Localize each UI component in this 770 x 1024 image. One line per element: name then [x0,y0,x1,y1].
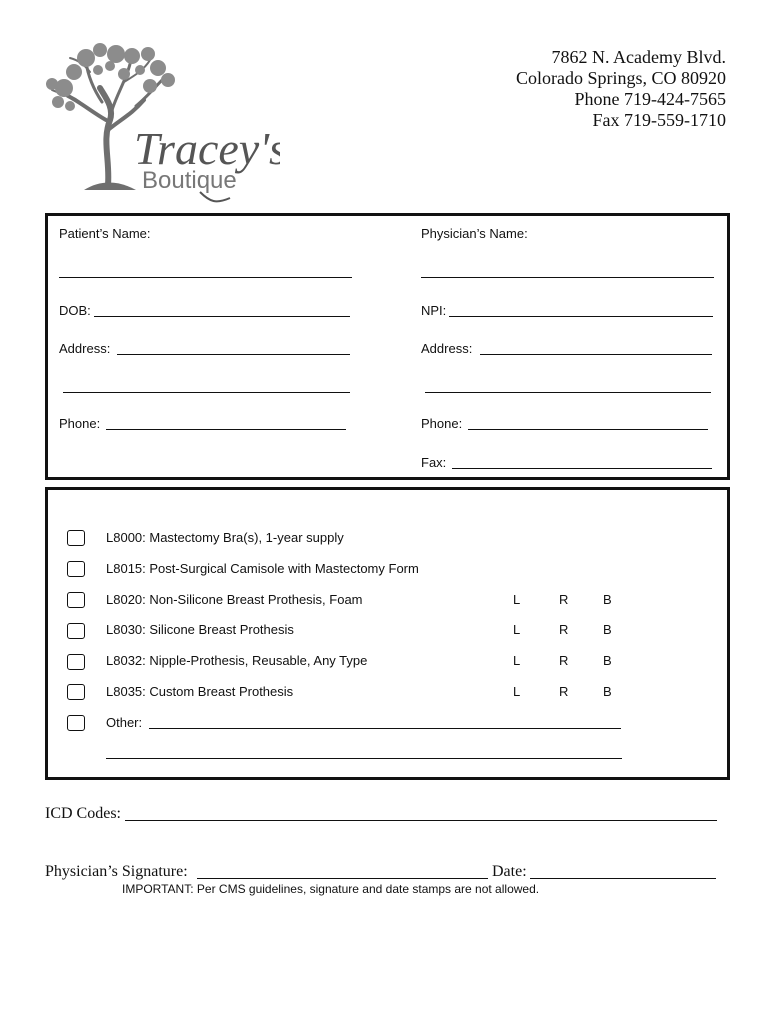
patient-name-label: Patient’s Name: [59,226,151,241]
checkbox-l8020[interactable] [67,592,85,608]
patient-phone-field[interactable] [106,429,346,430]
signature-date-field[interactable] [530,878,716,879]
patient-physician-section [45,213,730,480]
side-right-l8020[interactable]: R [559,592,569,607]
patient-dob-label: DOB: [59,303,91,318]
tree-logo-icon [40,40,280,210]
business-fax: Fax 719-559-1710 [592,110,726,130]
signature-date-label: Date: [492,863,527,880]
city-state-zip: Colorado Springs, CO 80920 [515,68,726,88]
physician-fax-label: Fax: [421,455,447,470]
other-label: Other: [106,715,143,730]
physician-npi-label: NPI: [421,303,447,318]
patient-name-field[interactable] [59,277,352,278]
side-left-l8032[interactable]: L [513,653,521,668]
physician-name-field[interactable] [421,277,714,278]
checkbox-l8032[interactable] [67,654,85,670]
code-label-l8035: L8035: Custom Breast Prothesis [106,684,294,699]
important-note: IMPORTANT: Per CMS guidelines, signature and date stamps are not allowed. [122,882,540,896]
patient-address-field-2[interactable] [63,392,350,393]
physician-signature-label: Physician’s Signature: [45,863,188,880]
side-right-l8032[interactable]: R [559,653,569,668]
checkbox-l8035[interactable] [67,684,85,700]
physician-phone-label: Phone: [421,416,463,431]
patient-address-label: Address: [59,341,111,356]
side-right-l8030[interactable]: R [559,622,569,637]
code-label-l8020: L8020: Non-Silicone Breast Prothesis, Foam [106,592,363,607]
side-left-l8030[interactable]: L [513,622,521,637]
physician-address-field[interactable] [480,354,712,355]
code-label-l8015: L8015: Post-Surgical Camisole with Mastectomy Form [106,561,419,576]
patient-phone-label: Phone: [59,416,101,431]
side-right-l8035[interactable]: R [559,684,569,699]
physician-fax-field[interactable] [452,468,712,469]
icd-codes-label: ICD Codes: [45,805,121,822]
physician-address-field-2[interactable] [425,392,711,393]
icd-codes-field[interactable] [125,820,717,821]
patient-dob-field[interactable] [94,316,350,317]
patient-address-field[interactable] [117,354,350,355]
side-left-l8020[interactable]: L [513,592,521,607]
logo-name-text: Tracey's [134,123,280,174]
business-address [516,47,726,131]
business-phone: Phone 719-424-7565 [574,89,726,109]
physician-name-label: Physician’s Name: [421,226,528,241]
other-field[interactable] [149,728,621,729]
side-both-l8020[interactable]: B [603,592,612,607]
side-left-l8035[interactable]: L [513,684,521,699]
other-field-2[interactable] [106,758,622,759]
physician-npi-field[interactable] [449,316,713,317]
code-label-l8000: L8000: Mastectomy Bra(s), 1-year supply [106,530,344,545]
company-logo [40,40,280,210]
physician-address-label: Address: [421,341,473,356]
physician-phone-field[interactable] [468,429,708,430]
logo-sub-text: Boutique [142,167,237,194]
checkbox-l8015[interactable] [67,561,85,577]
physician-signature-field[interactable] [197,878,488,879]
side-both-l8032[interactable]: B [603,653,612,668]
checkbox-other[interactable] [67,715,85,731]
side-both-l8035[interactable]: B [603,684,612,699]
product-codes-section [45,487,730,780]
side-both-l8030[interactable]: B [603,622,612,637]
street-address: 7862 N. Academy Blvd. [551,47,726,67]
code-label-l8032: L8032: Nipple-Prothesis, Reusable, Any Type [106,653,368,668]
checkbox-l8030[interactable] [67,623,85,639]
code-label-l8030: L8030: Silicone Breast Prothesis [106,622,294,637]
checkbox-l8000[interactable] [67,530,85,546]
